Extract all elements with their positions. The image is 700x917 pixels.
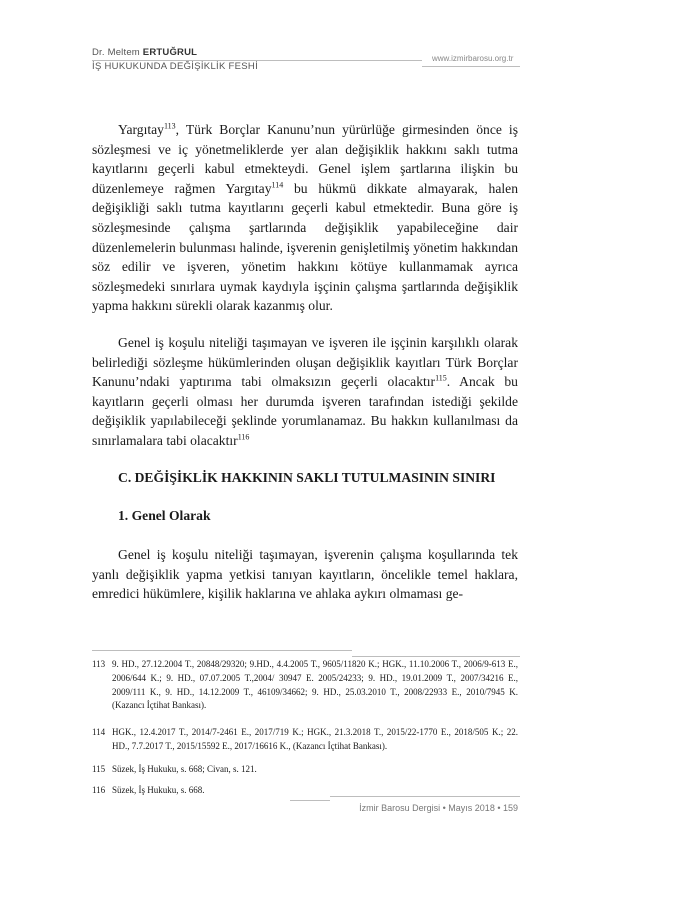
footnote-number: 115 [92,764,106,774]
footnote [92,726,518,754]
footer-rule-right [330,796,520,797]
footnote-ref: 113 [163,121,176,131]
header-url: www.izmirbarosu.org.tr [432,54,514,63]
footer-journal: İzmir Barosu Dergisi • Mayıs 2018 • 159 [359,803,518,813]
paragraph-1 [92,120,518,316]
footnote-rule-left [92,650,352,651]
footnote-text: HGK., 12.4.2017 T., 2014/7-2461 E., 2017/719 K.; HGK., 21.3.2018 T., 2015/22-1770 E., 2018/505 K.; 22. HD., 7.7.2017 T., 2015/15592 E., 2017/16616 K., (Kazancı İçtihat Bankası). [112,727,518,751]
section-heading: C. DEĞİŞİKLİK HAKKININ SAKLI TUTULMASININ SINIRI [118,470,496,485]
footnote-rule-right [352,656,520,657]
paragraph-text: bu hükmü dikkate almayarak, halen değişikliği saklı tutma kayıtlarını geçerli kabul etmektedir. Buna göre iş sözleşmesinde çalışma şartlarında değişiklik yapabileceğine dair düzenlemelerin bulunması halinde, işverenin genişletilmiş yönetim hakkından söz edilir ve işveren, yönetim hakkını kötüye kullanmamak ayrıca sözleşmedeki sınırlara uymak kaydıyla işçinin çalışma şartlarında değişiklik yapma hakkını sürekli olarak kazanmış olur. [92,180,518,314]
subsection-heading: 1. Genel Olarak [118,508,211,523]
footnote-number: 113 [92,659,106,669]
footnote [92,763,518,777]
paragraph-text: Genel iş koşulu niteliği taşımayan, işverenin çalışma koşullarında tek yanlı değişiklik yapma yetkisi tanıyan kayıtların, öncelikle temel haklara, emredici hükümlere, kişilik haklarına ve ahlaka aykırı olmaması ge- [92,547,518,602]
footnote-text: Süzek, İş Hukuku, s. 668. [112,785,205,795]
paragraph-text: . Ancak bu kayıtların geçerli olması her durumda işveren tarafından istediği şekilde değişiklik yapılabileceği şeklinde yorumlanamaz. Bu hakkın kullanılması da sınırlamalara tabi olacaktır [92,374,518,448]
running-head-title: İŞ HUKUKUNDA DEĞİŞİKLİK FESHİ [92,61,259,72]
footnote-ref: 114 [271,180,284,190]
footer-rule-left [290,800,330,801]
footnote [92,658,518,713]
paragraph-text: , Türk Borçlar Kanunu’nun yürürlüğe girmesinden önce iş sözleşmesi ve iç yönetmeliklerde yer alan değişiklik hakkını saklı tutma kayıtlarını geçerli kabul etmekteydi. Genel işlem şartlarına ilişkin bu düzenlemeye rağmen Yargıtay [92,122,518,196]
footnote-ref: 116 [237,432,250,442]
header-rule-right [422,66,520,67]
paragraph-2 [92,333,518,451]
paragraph-text: Genel iş koşulu niteliği taşımayan ve işveren ile işçinin karşılıklı olarak belirlediği sözleşme hükümlerinden oluşan değişiklik kayıtları Türk Borçlar Kanunu’ndaki yaptırıma tabi olmaksızın geçerli olacaktır [92,335,518,390]
paragraph-text: Yargıtay [118,122,164,137]
header-rule-left [92,60,422,61]
running-head-author: Dr. Meltem ERTUĞRUL [92,47,198,58]
footnote-text: 9. HD., 27.12.2004 T., 20848/29320; 9.HD., 4.4.2005 T., 9605/11820 K.; HGK., 11.10.2006 T., 2006/9-613 E., 2006/644 K.; 9. HD., 07.07.2005 T.,2004/ 30947 E. 2005/24233; 9. HD., 19.01.2009 T., 2007/34216 E., 2009/111 K., 9. HD., 14.12.2009 T., 46109/34662; 9. HD., 25.03.2010 T., 2008/22933 E., 2010/7945 K. (Kazancı İçtihat Bankası). [112,659,518,711]
paragraph-3 [92,545,518,604]
footnote-number: 116 [92,785,106,795]
footnote-ref: 115 [435,373,447,383]
footnote-text: Süzek, İş Hukuku, s. 668; Civan, s. 121. [112,764,257,774]
footnote-number: 114 [92,727,106,737]
